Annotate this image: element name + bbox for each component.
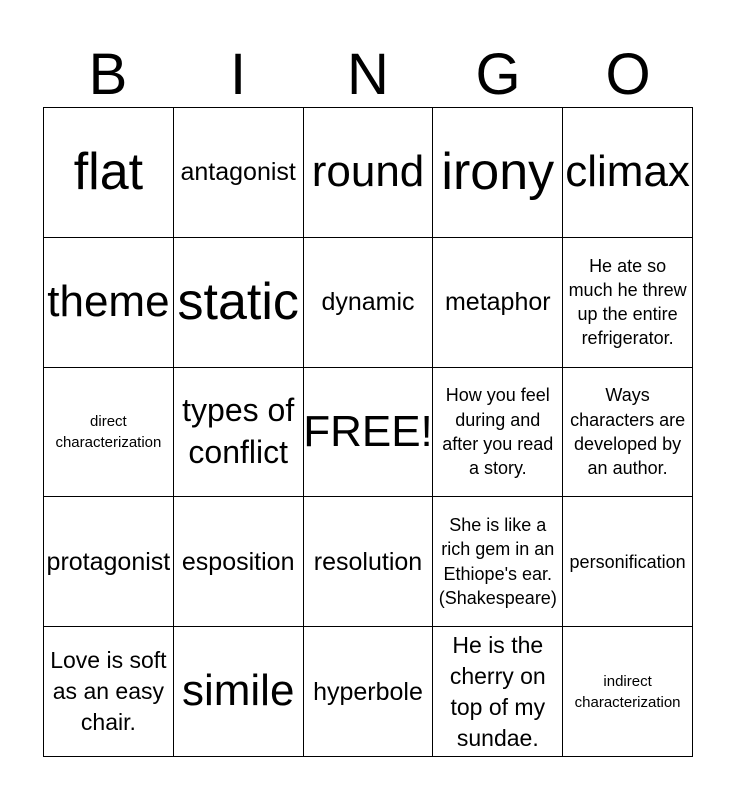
bingo-cell[interactable]: simile	[174, 627, 304, 757]
bingo-cell[interactable]: antagonist	[174, 108, 304, 238]
bingo-cell[interactable]: metaphor	[433, 238, 563, 368]
bingo-cell[interactable]: esposition	[174, 497, 304, 627]
header-letter-i: I	[229, 42, 247, 107]
header-letter-o: O	[605, 42, 651, 107]
bingo-cell[interactable]: static	[174, 238, 304, 368]
bingo-cell[interactable]: He ate so much he threw up the entire refrigerator.	[563, 238, 693, 368]
bingo-cell[interactable]: types of conflict	[174, 368, 304, 498]
bingo-board	[43, 107, 693, 757]
header-letter-b: B	[88, 42, 128, 107]
bingo-header	[43, 42, 693, 108]
free-space[interactable]: FREE!	[304, 368, 434, 498]
bingo-cell[interactable]: Love is soft as an easy chair.	[44, 627, 174, 757]
bingo-cell[interactable]: She is like a rich gem in an Ethiope's ear. (Shakespeare)	[433, 497, 563, 627]
header-letter-g: G	[475, 42, 521, 107]
header-letter-n: N	[347, 42, 389, 107]
bingo-cell[interactable]: climax	[563, 108, 693, 238]
bingo-cell[interactable]: direct characterization	[44, 368, 174, 498]
bingo-cell[interactable]: hyperbole	[304, 627, 434, 757]
bingo-cell[interactable]: indirect characterization	[563, 627, 693, 757]
bingo-cell[interactable]: He is the cherry on top of my sundae.	[433, 627, 563, 757]
bingo-cell[interactable]: theme	[44, 238, 174, 368]
bingo-cell[interactable]: How you feel during and after you read a story.	[433, 368, 563, 498]
bingo-cell[interactable]: dynamic	[304, 238, 434, 368]
bingo-cell[interactable]: round	[304, 108, 434, 238]
bingo-cell[interactable]: protagonist	[44, 497, 174, 627]
bingo-cell[interactable]: Ways characters are developed by an author.	[563, 368, 693, 498]
bingo-cell[interactable]: flat	[44, 108, 174, 238]
bingo-cell[interactable]: irony	[433, 108, 563, 238]
bingo-cell[interactable]: resolution	[304, 497, 434, 627]
bingo-cell[interactable]: personification	[563, 497, 693, 627]
